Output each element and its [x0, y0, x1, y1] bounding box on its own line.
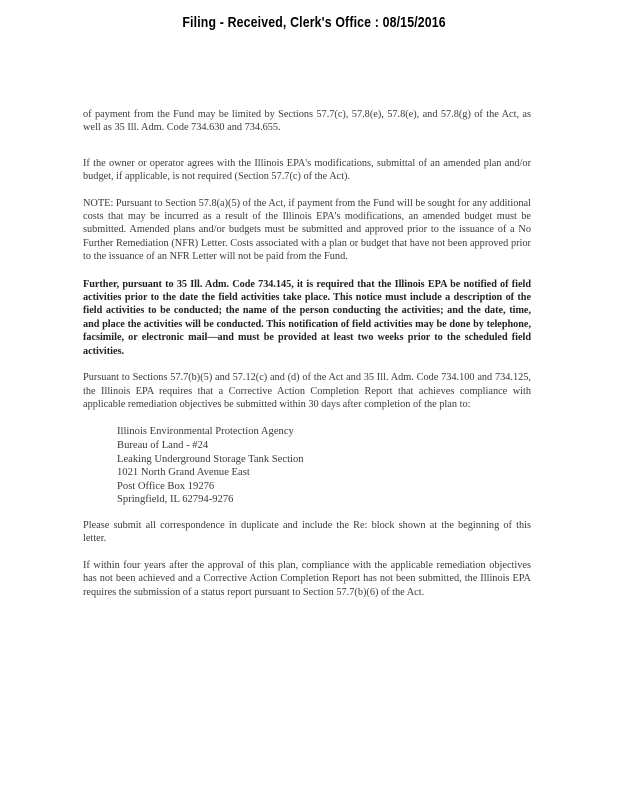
address-street: 1021 North Grand Avenue East: [117, 467, 250, 479]
paragraph-fund-limits: of payment from the Fund may be limited by Sections 57.7(c), 57.8(e), 57.8(e), and 57.8(g) of the Act, as well as 35 Ill. Adm. Code 734.630 and 734.655.: [83, 109, 531, 134]
letter-body: [83, 108, 531, 599]
filing-stamp: Filing - Received, Clerk's Office : 08/15/2016: [182, 14, 446, 31]
paragraph-status-report: If within four years after the approval of this plan, compliance with the applicable remediation objectives has not been achieved and a Corrective Action Completion Report has not been submitted, the Illinois EPA requires the submission of a status report pursuant to Section 57.7(b)(6) of the Act.: [83, 559, 531, 598]
address-bureau: Bureau of Land - #24: [117, 439, 209, 451]
paragraph-modifications: If the owner or operator agrees with the Illinois EPA's modifications, submittal of an amended plan and/or budget, if applicable, is not required (Section 57.7(c) of the Act).: [83, 157, 531, 183]
paragraph-field-activities: Further, pursuant to 35 Ill. Adm. Code 734.145, it is required that the Illinois EPA be notified of field activities prior to the date the field activities take place. This notice must include a description of the field activities to be conducted; the name of the person conducting the activities; and the date, time, and place the activities will be conducted. This notification of field activities may be done by telephone, facsimile, or electronic mail—and must be provided at least two weeks prior to the scheduled field activities.: [83, 278, 531, 357]
address-city: Springfield, IL 62794-9276: [117, 494, 234, 506]
mailing-address: [117, 425, 531, 507]
address-agency: Illinois Environmental Protection Agency: [117, 426, 294, 438]
paragraph-completion-report: Pursuant to Sections 57.7(b)(5) and 57.12(c) and (d) of the Act and 35 Ill. Adm. Code 734.100 and 734.125, the Illinois EPA requires that a Corrective Action Completion Report that achieves compliance with applicable remediation objectives be submitted within 30 days after completion of the plan to:: [83, 372, 531, 410]
address-po-box: Post Office Box 19276: [117, 480, 215, 492]
paragraph-correspondence: Please submit all correspondence in duplicate and include the Re: block shown at the beginning of this letter.: [83, 519, 531, 545]
address-section: Leaking Underground Storage Tank Section: [117, 453, 304, 465]
paragraph-note: NOTE: Pursuant to Section 57.8(a)(5) of the Act, if payment from the Fund will be sought for any additional costs that may be incurred as a result of the Illinois EPA's modifications, an amended budget must be submitted. Amended plans and/or budgets must be submitted and approved prior to the issuance of a No Further Remediation (NFR) Letter. Costs associated with a plan or budget that have not been approved prior to the issuance of an NFR Letter will not be paid from the Fund.: [83, 197, 531, 263]
